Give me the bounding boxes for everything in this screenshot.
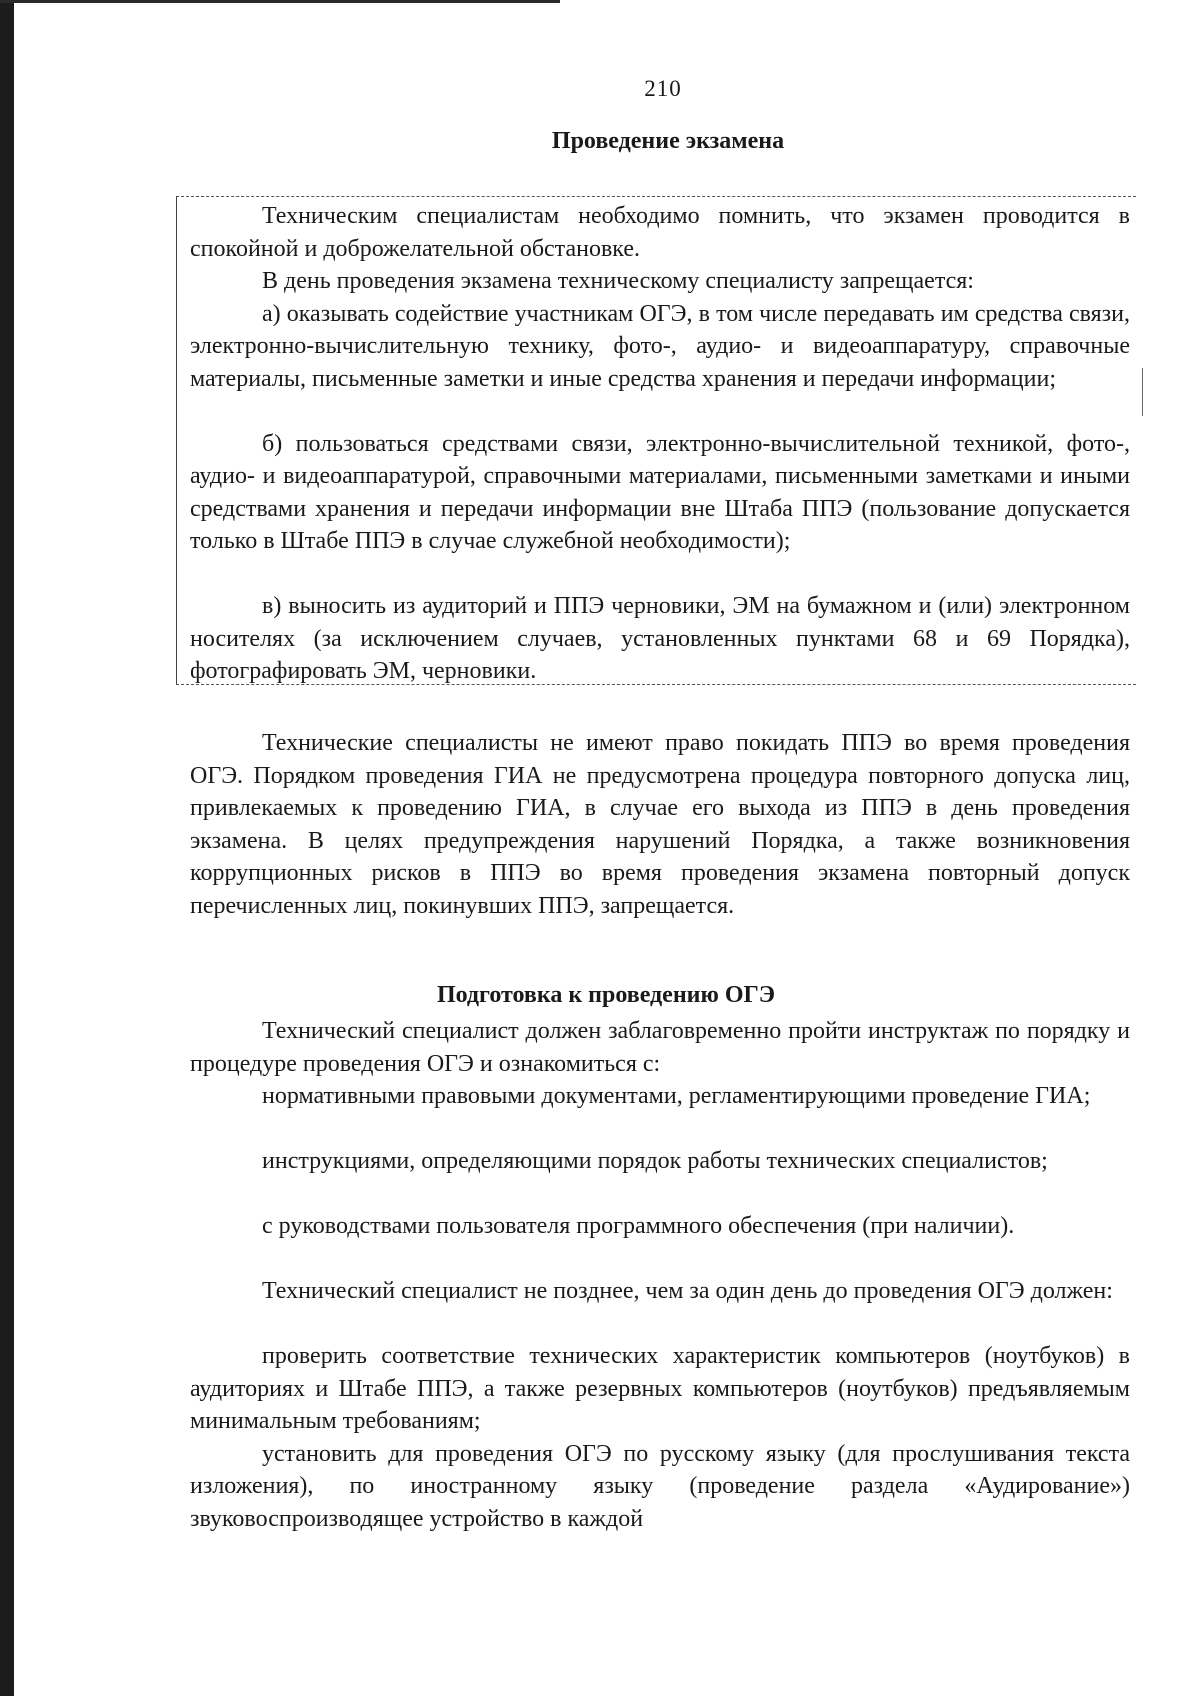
frame-right-mark: [1142, 368, 1143, 416]
frame-top-border: [176, 196, 1136, 197]
page-number: 210: [644, 76, 682, 101]
paragraph-prohibition-v: в) выносить из аудиторий и ППЭ черновики, ЭМ на бумажном и (или) электронном носителях (за исключением случаев, установленных пунктами 68 и 69 Порядка), фотографировать ЭМ, черновики.: [190, 593, 1130, 684]
paragraph-prohibition-a: а) оказывать содействие участникам ОГЭ, в том числе передавать им средства связи, электронно-вычислительную технику, фото-, аудио- и видеоаппаратуру, справочные материалы, письменные заметки и иные средства хранения и передачи информации;: [190, 300, 1130, 392]
paragraph-instructions: инструкциями, определяющими порядок работы технических специалистов;: [262, 1148, 1048, 1174]
paragraph-check-computers: проверить соответствие технических характеристик компьютеров (ноутбуков) в аудиториях и Штабе ППЭ, а также резервных компьютеров (ноутбуков) предъявляемым минимальным требованиям;: [190, 1343, 1130, 1434]
paragraph-no-leaving: Технические специалисты не имеют право покидать ППЭ во время проведения ОГЭ. Порядком проведения ГИА не предусмотрена процедура повторного допуска лиц, привлекаемых к проведению ГИА, в случае его выхода из ППЭ в день проведения экзамена. В целях предупреждения нарушений Порядка, а также возникновения коррупционных рисков в ППЭ во время проведения экзамена повторный допуск перечисленных лиц, покинувших ППЭ, запрещается.: [190, 730, 1130, 919]
paragraph-day-before: Технический специалист не позднее, чем за один день до проведения ОГЭ должен:: [262, 1278, 1113, 1304]
paragraph-normative-docs: нормативными правовыми документами, регламентирующими проведение ГИА;: [262, 1083, 1091, 1109]
paragraph-user-manuals: с руководствами пользователя программного обеспечения (при наличии).: [262, 1213, 1015, 1239]
paragraph-install-audio: установить для проведения ОГЭ по русскому языку (для прослушивания текста изложения), по иностранному языку (проведение раздела «Аудирование») звуковоспроизводящее устройство в каждой: [190, 1440, 1130, 1532]
section-title-conducting-exam: Проведение экзамена: [551, 128, 785, 154]
scan-edge-top: [0, 0, 560, 3]
paragraph-calm-atmosphere: Техническим специалистам необходимо помнить, что экзамен проводится в спокойной и доброжелательной обстановке.: [190, 203, 1130, 262]
paragraph-instruction: Технический специалист должен заблаговременно пройти инструктаж по порядку и процедуре проведения ОГЭ и ознакомиться с:: [190, 1018, 1130, 1077]
frame-left-border: [176, 196, 177, 684]
scan-edge-left: [0, 0, 14, 1696]
paragraph-prohibition-b: б) пользоваться средствами связи, электронно-вычислительной техникой, фото-, аудио- и видеоаппаратурой, справочными материалами, письменными заметками и иными средствами хранения и передачи информации вне Штаба ППЭ (пользование допускается только в Штабе ППЭ в случае служебной необходимости);: [190, 430, 1130, 554]
paragraph-prohibitions-intro: В день проведения экзамена техническому специалисту запрещается:: [262, 268, 974, 294]
section-title-preparation: Подготовка к проведению ОГЭ: [436, 982, 776, 1008]
